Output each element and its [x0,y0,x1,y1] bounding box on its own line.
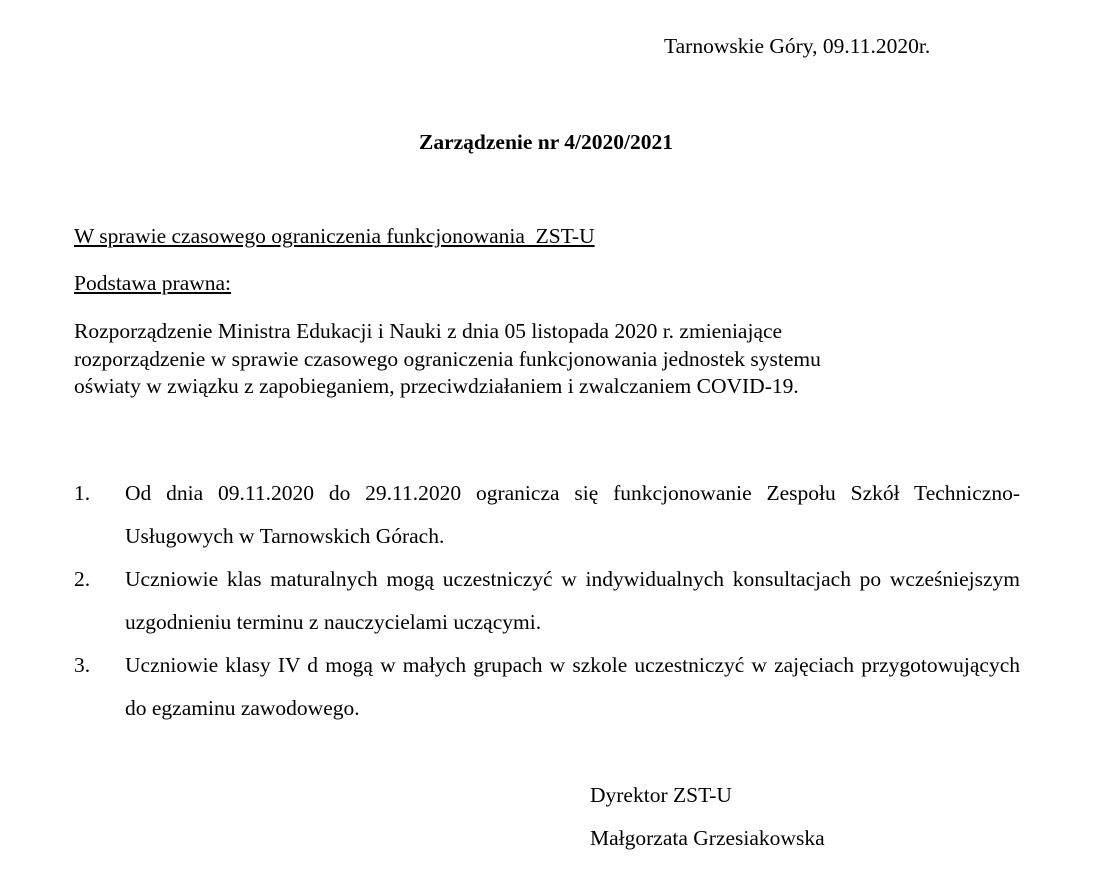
place-and-date: Tarnowskie Góry, 09.11.2020r. [664,34,931,58]
legal-basis-label: Podstawa prawna: [74,271,232,295]
ordinance-list [74,472,1020,730]
list-item [74,472,1020,558]
document-title: Zarządzenie nr 4/2020/2021 [418,130,673,154]
list-item-number: 2. [74,567,91,591]
signature-block [590,774,825,860]
signature-name: Małgorzata Grzesiakowska [590,826,825,850]
list-item-text: Od dnia 09.11.2020 do 29.11.2020 ogranicza się funkcjonowanie Zespołu Szkół Techniczno-Usługowych w Tarnowskich Górach. [125,481,1020,548]
list-item-number: 1. [74,481,91,505]
document-subject: W sprawie czasowego ograniczenia funkcjonowania ZST-U [74,224,595,248]
list-item [74,644,1020,730]
list-item-text: Uczniowie klasy IV d mogą w małych grupach w szkole uczestniczyć w zajęciach przygotowujących do egzaminu zawodowego. [125,653,1020,720]
list-item [74,558,1020,644]
list-item-number: 3. [74,653,91,677]
signature-role: Dyrektor ZST-U [590,783,732,807]
legal-basis-text: Rozporządzenie Ministra Edukacji i Nauki z dnia 05 listopada 2020 r. zmieniające rozporządzenie w sprawie czasowego ograniczenia funkcjonowania jednostek systemu oświaty w związku z zapobieganiem, przeciwdziałaniem i zwalczaniem COVID-19. [74,319,821,398]
list-item-text: Uczniowie klas maturalnych mogą uczestniczyć w indywidualnych konsultacjach po wcześniejszym uzgodnieniu terminu z nauczycielami uczącymi. [125,567,1020,634]
